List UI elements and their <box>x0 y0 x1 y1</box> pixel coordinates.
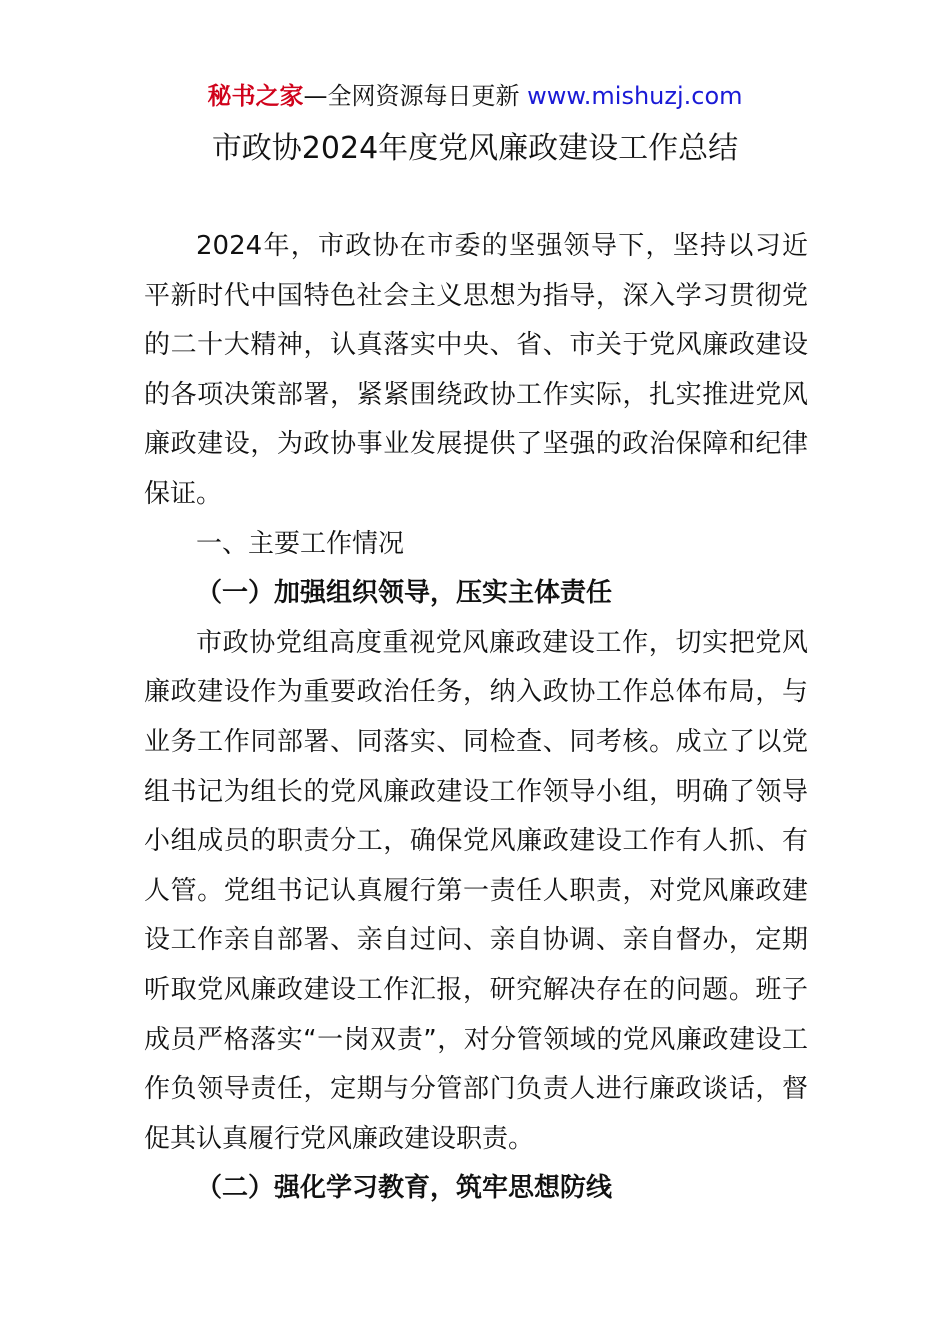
site-tagline: —全网资源每日更新 <box>303 82 520 110</box>
subsection-heading-1: （一）加强组织领导，压实主体责任 <box>196 578 613 609</box>
subsection-body-1: 市政协党组高度重视党风廉政建设工作，切实把党风廉政建设作为重要政治任务，纳入政协工作总体布局，与业务工作同部署、同落实、同检查、同考核。成立了以党组书记为组长的党风廉政建设工作领导小组，明确了领导小组成员的职责分工，确保党风廉政建设工作有人抓、有人管。党组书记认真履行第一责任人职责，对党风廉政建设工作亲自部署、亲自过问、亲自协调、亲自督办，定期听取党风廉政建设工作汇报，研究解决存在的问题。班子成员严格落实“一岗双责”，对分管领域的党风廉政建设工作负领导责任，定期与分管部门负责人进行廉政谈话，督促其认真履行党风廉政建设职责。 <box>144 627 808 1154</box>
document-body <box>144 222 808 1214</box>
intro-paragraph: 2024年，市政协在市委的坚强领导下，坚持以习近平新时代中国特色社会主义思想为指导，深入学习贯彻党的二十大精神，认真落实中央、省、市关于党风廉政建设的各项决策部署，紧紧围绕政协工作实际，扎实推进党风廉政建设，为政协事业发展提供了坚强的政治保障和纪律保证。 <box>144 231 808 509</box>
brand-name: 秘书之家 <box>207 82 304 110</box>
subsection-heading-2: （二）强化学习教育，筑牢思想防线 <box>196 1173 613 1204</box>
section-heading-1: 一、主要工作情况 <box>196 528 405 559</box>
site-header <box>0 78 950 114</box>
site-url-link[interactable]: www.mishuzj.com <box>527 82 743 110</box>
document-title: 市政协2024年度党风廉政建设工作总结 <box>211 131 739 166</box>
